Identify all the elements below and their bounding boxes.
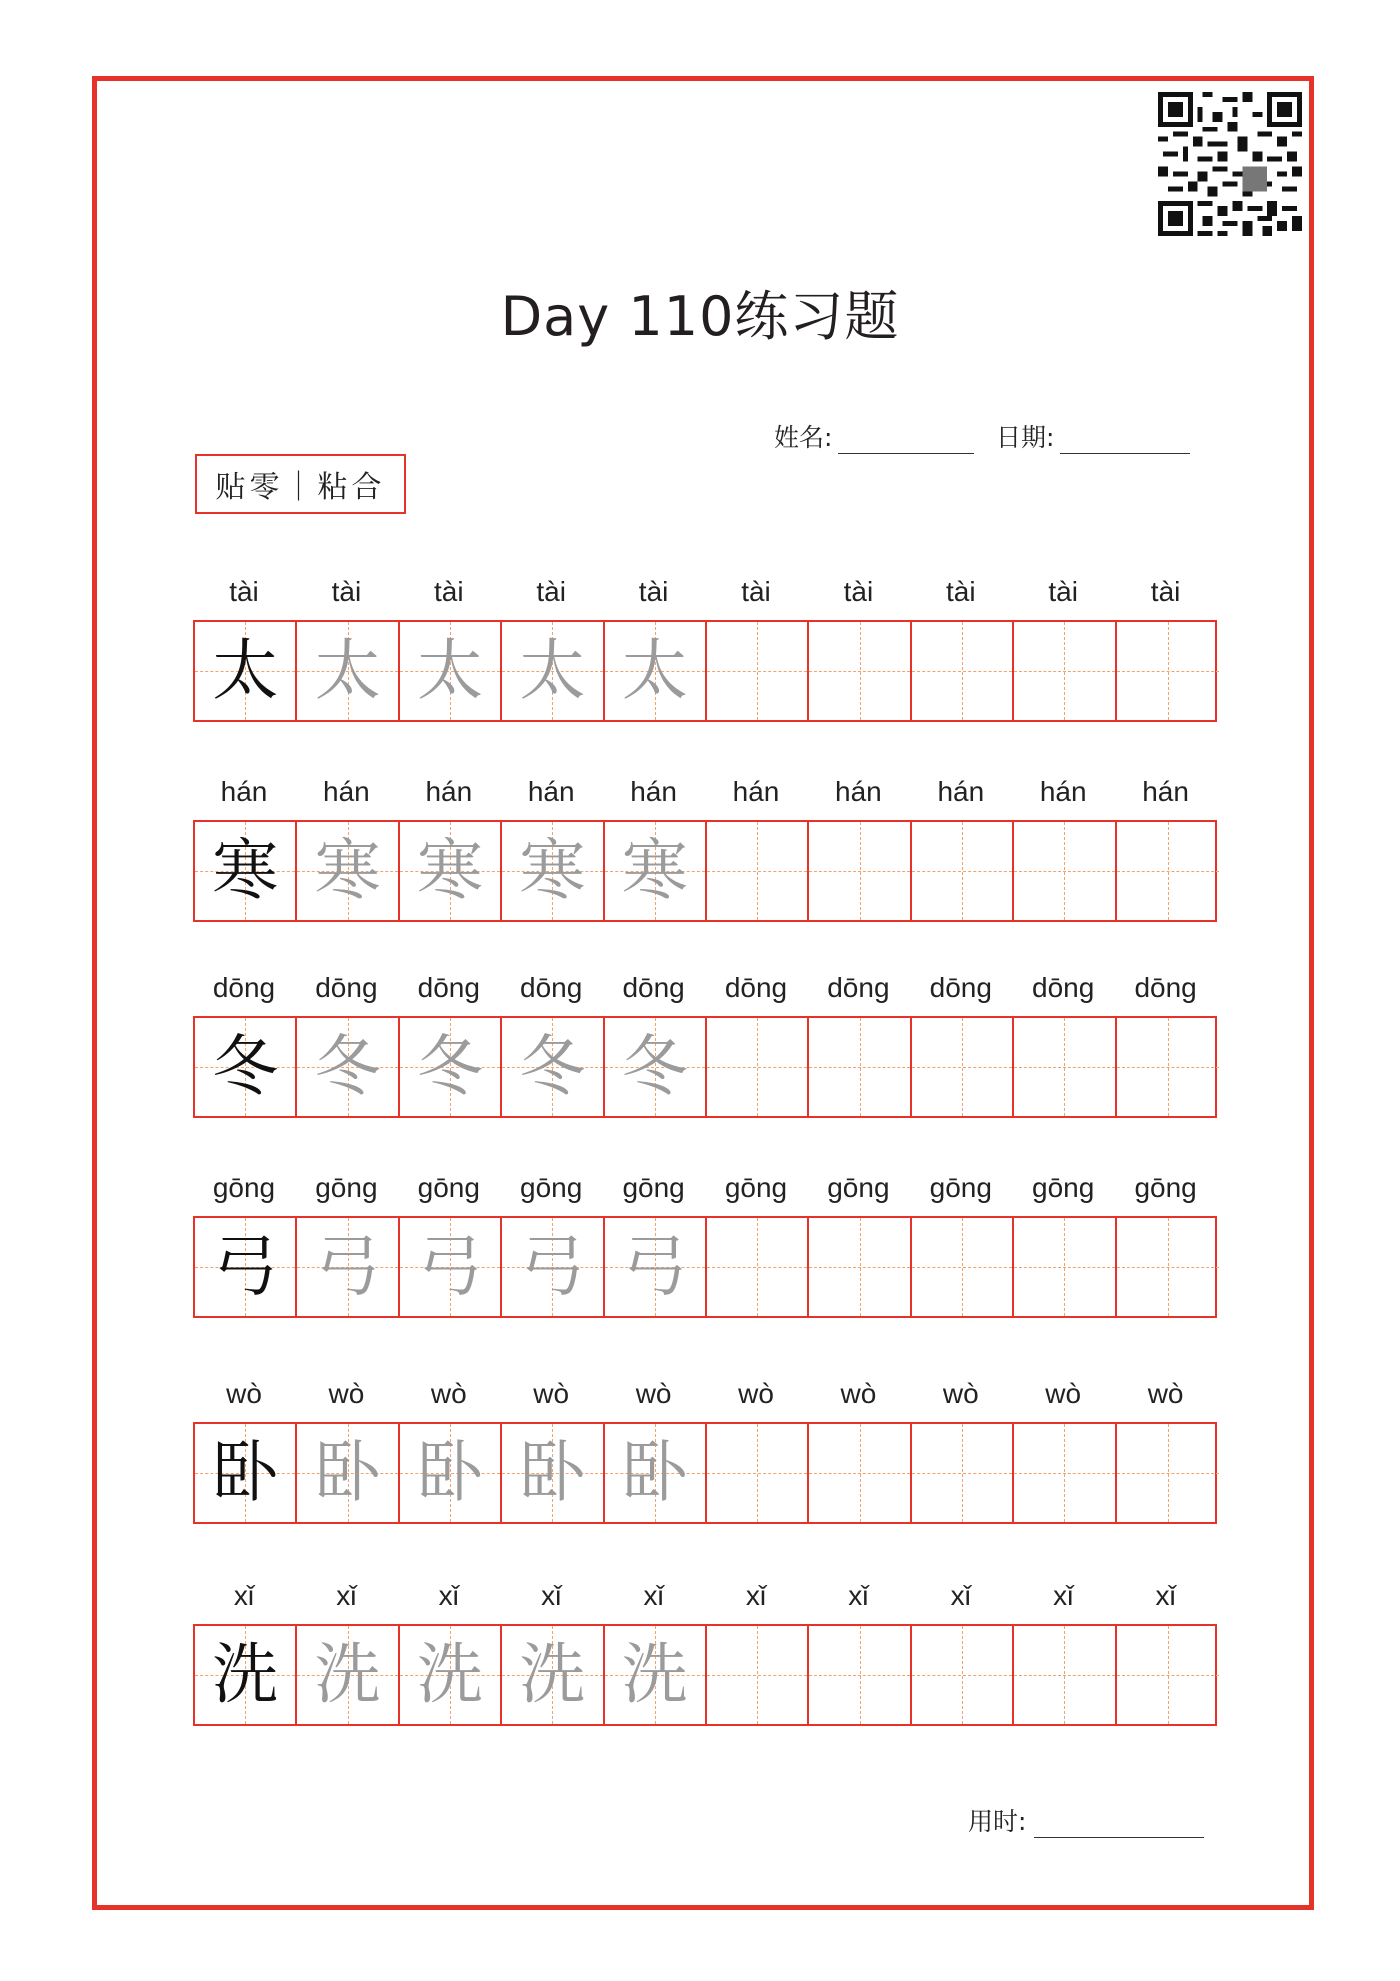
pinyin-label: dōng	[827, 972, 890, 1003]
pinyin-label: gōng	[417, 1172, 480, 1203]
grid-cell[interactable]	[605, 1424, 707, 1522]
grid-cell[interactable]	[912, 1424, 1014, 1522]
pinyin-label: wò	[738, 1378, 774, 1409]
grid-cell[interactable]	[502, 622, 604, 720]
pinyin-label: dōng	[1134, 972, 1197, 1003]
grid-cell[interactable]	[1014, 1424, 1116, 1522]
trace-character: 太	[621, 632, 688, 709]
pinyin-label: gōng	[724, 1172, 788, 1203]
pinyin-label: tài	[229, 576, 259, 607]
trace-character: 弓	[519, 1228, 586, 1305]
trace-character: 弓	[314, 1228, 381, 1305]
guide-line-vertical	[1064, 1018, 1065, 1116]
grid-cell[interactable]	[297, 1218, 399, 1316]
practice-row	[193, 576, 1217, 709]
grid-cell[interactable]	[912, 1626, 1014, 1724]
trace-character: 卧	[519, 1434, 586, 1511]
name-blank-line	[838, 426, 974, 454]
grid-cell[interactable]	[297, 822, 399, 920]
grid-cell[interactable]	[809, 1018, 911, 1116]
tian-grid	[193, 820, 1217, 922]
pinyin-label: tài	[638, 576, 669, 607]
grid-cell[interactable]	[605, 1018, 707, 1116]
pinyin-label: xǐ	[336, 1580, 357, 1611]
grid-cell[interactable]	[400, 1424, 502, 1522]
pinyin-label: gōng	[520, 1172, 583, 1203]
guide-line-vertical	[757, 1018, 758, 1116]
worksheet-title: Day 110练习题	[500, 285, 900, 348]
grid-cell[interactable]	[297, 1626, 399, 1724]
guide-line-vertical	[1064, 1626, 1065, 1724]
grid-cell[interactable]	[1014, 1018, 1116, 1116]
trace-character: 卧	[314, 1434, 381, 1511]
guide-line-vertical	[1064, 622, 1065, 720]
model-character: 洗	[212, 1636, 279, 1713]
grid-cell[interactable]	[400, 822, 502, 920]
grid-cell[interactable]	[912, 1218, 1014, 1316]
grid-cell[interactable]	[707, 822, 809, 920]
trace-character: 寒	[519, 832, 586, 909]
trace-character: 寒	[314, 832, 381, 909]
grid-cell[interactable]	[1014, 622, 1116, 720]
guide-line-vertical	[1064, 1218, 1065, 1316]
grid-cell[interactable]	[400, 1218, 502, 1316]
pinyin-label: xǐ	[541, 1580, 562, 1611]
tian-grid	[193, 1216, 1217, 1318]
guide-line-vertical	[962, 622, 963, 720]
pinyin-label: hán	[732, 776, 780, 807]
pinyin-label: dōng	[1032, 972, 1095, 1003]
grid-cell[interactable]	[1117, 1018, 1219, 1116]
pinyin-label: xǐ	[848, 1580, 869, 1611]
guide-line-vertical	[757, 1424, 758, 1522]
pinyin-label: dōng	[724, 972, 788, 1003]
grid-cell[interactable]	[502, 1626, 604, 1724]
qr-code-icon	[1158, 92, 1302, 236]
date-label: 日期:	[996, 423, 1055, 452]
pinyin-label: xǐ	[438, 1580, 459, 1611]
grid-cell[interactable]	[809, 822, 911, 920]
pinyin-row	[193, 576, 1217, 616]
tian-grid	[193, 1016, 1217, 1118]
pinyin-row	[193, 972, 1217, 1012]
guide-line-vertical	[1168, 1018, 1169, 1116]
grid-cell[interactable]	[912, 822, 1014, 920]
practice-row	[193, 1378, 1217, 1511]
guide-line-vertical	[757, 822, 758, 920]
pinyin-label: dōng	[417, 972, 480, 1003]
trace-character: 洗	[416, 1636, 483, 1713]
guide-line-vertical	[962, 1018, 963, 1116]
practice-row	[193, 776, 1217, 909]
guide-line-vertical	[1064, 1424, 1065, 1522]
grid-cell[interactable]	[912, 1018, 1014, 1116]
trace-character: 太	[416, 632, 483, 709]
pinyin-label: tài	[1150, 576, 1181, 607]
trace-character: 洗	[314, 1636, 381, 1713]
trace-character: 卧	[416, 1434, 483, 1511]
model-character: 卧	[212, 1434, 279, 1511]
pinyin-label: wò	[942, 1378, 979, 1409]
pinyin-label: wò	[840, 1378, 877, 1409]
trace-character: 太	[314, 632, 381, 709]
pinyin-label: wò	[635, 1378, 672, 1409]
guide-line-vertical	[757, 622, 758, 720]
pinyin-label: hán	[1142, 776, 1189, 807]
grid-cell[interactable]	[195, 622, 297, 720]
practice-row	[193, 1580, 1217, 1713]
pinyin-label: wò	[430, 1378, 467, 1409]
grid-cell[interactable]	[1014, 1218, 1116, 1316]
pinyin-label: dōng	[622, 972, 685, 1003]
grid-cell[interactable]	[1014, 822, 1116, 920]
timer-label: 用时:	[968, 1807, 1027, 1836]
grid-cell[interactable]	[1117, 822, 1219, 920]
grid-cell[interactable]	[1117, 1424, 1219, 1522]
grid-cell[interactable]	[502, 1218, 604, 1316]
grid-cell[interactable]	[297, 622, 399, 720]
pinyin-label: tài	[331, 576, 362, 607]
timer-blank-line	[1034, 1810, 1204, 1838]
grid-cell[interactable]	[809, 1626, 911, 1724]
guide-line-vertical	[1168, 622, 1169, 720]
grid-cell[interactable]	[1014, 1626, 1116, 1724]
guide-line-vertical	[1064, 822, 1065, 920]
trace-character: 洗	[519, 1636, 586, 1713]
pinyin-label: gōng	[1032, 1172, 1095, 1203]
pinyin-label: xǐ	[1053, 1580, 1074, 1611]
grid-cell[interactable]	[605, 1626, 707, 1724]
tian-grid	[193, 1624, 1217, 1726]
grid-cell[interactable]	[912, 622, 1014, 720]
trace-character: 冬	[519, 1028, 586, 1105]
guide-line-vertical	[962, 1424, 963, 1522]
trace-character: 弓	[416, 1228, 483, 1305]
guide-line-vertical	[860, 622, 861, 720]
grid-cell[interactable]	[809, 1424, 911, 1522]
trace-character: 寒	[416, 832, 483, 909]
guide-line-vertical	[860, 1018, 861, 1116]
pinyin-label: hán	[937, 776, 985, 807]
grid-cell[interactable]	[809, 622, 911, 720]
model-character: 冬	[212, 1028, 279, 1105]
pinyin-row	[193, 1580, 1217, 1620]
trace-character: 洗	[621, 1636, 688, 1713]
tian-grid	[193, 620, 1217, 722]
grid-cell[interactable]	[707, 1018, 809, 1116]
pinyin-label: wò	[1147, 1378, 1184, 1409]
practice-row	[193, 972, 1217, 1105]
grid-cell[interactable]	[297, 1424, 399, 1522]
grid-cell[interactable]	[1117, 1218, 1219, 1316]
trace-character: 卧	[621, 1434, 688, 1511]
grid-cell[interactable]	[502, 1018, 604, 1116]
grid-cell[interactable]	[195, 1218, 297, 1316]
pinyin-label: hán	[220, 776, 268, 807]
guide-line-vertical	[1168, 822, 1169, 920]
grid-cell[interactable]	[400, 622, 502, 720]
guide-line-vertical	[860, 822, 861, 920]
grid-cell[interactable]	[502, 822, 604, 920]
date-blank-line	[1060, 426, 1190, 454]
pinyin-label: wò	[533, 1378, 570, 1409]
pinyin-label: hán	[425, 776, 473, 807]
pinyin-label: wò	[328, 1378, 365, 1409]
practice-row	[193, 1172, 1217, 1305]
pinyin-label: dōng	[929, 972, 992, 1003]
guide-line-vertical	[1168, 1424, 1169, 1522]
pinyin-label: gōng	[1134, 1172, 1197, 1203]
pinyin-label: xǐ	[233, 1580, 255, 1611]
pinyin-label: gōng	[827, 1172, 890, 1203]
grid-cell[interactable]	[605, 622, 707, 720]
pinyin-row	[193, 1378, 1217, 1418]
grid-cell[interactable]	[605, 822, 707, 920]
trace-character: 寒	[621, 832, 688, 909]
pinyin-label: dōng	[212, 972, 276, 1003]
guide-line-vertical	[860, 1424, 861, 1522]
lesson-tag: 贴零｜粘合	[195, 454, 406, 514]
grid-cell[interactable]	[400, 1018, 502, 1116]
pinyin-row	[193, 776, 1217, 816]
trace-character: 冬	[314, 1028, 381, 1105]
model-character: 太	[212, 632, 279, 709]
pinyin-label: tài	[434, 576, 464, 607]
pinyin-label: tài	[843, 576, 874, 607]
pinyin-label: gōng	[929, 1172, 992, 1203]
grid-cell[interactable]	[297, 1018, 399, 1116]
pinyin-label: tài	[536, 576, 566, 607]
pinyin-label: xǐ	[643, 1580, 664, 1611]
pinyin-label: tài	[946, 576, 976, 607]
trace-character: 冬	[416, 1028, 483, 1105]
model-character: 弓	[212, 1228, 279, 1305]
pinyin-label: xǐ	[1155, 1580, 1176, 1611]
pinyin-label: gōng	[212, 1172, 276, 1203]
pinyin-label: hán	[630, 776, 677, 807]
grid-cell[interactable]	[502, 1424, 604, 1522]
pinyin-label: hán	[323, 776, 370, 807]
guide-line-vertical	[860, 1218, 861, 1316]
grid-cell[interactable]	[195, 822, 297, 920]
pinyin-label: gōng	[622, 1172, 685, 1203]
trace-character: 弓	[621, 1228, 688, 1305]
grid-cell[interactable]	[707, 622, 809, 720]
grid-cell[interactable]	[1117, 1626, 1219, 1724]
guide-line-vertical	[1168, 1218, 1169, 1316]
trace-character: 冬	[621, 1028, 688, 1105]
guide-line-vertical	[962, 1626, 963, 1724]
pinyin-label: wò	[1045, 1378, 1082, 1409]
pinyin-label: dōng	[520, 972, 583, 1003]
pinyin-label: gōng	[315, 1172, 378, 1203]
guide-line-vertical	[962, 822, 963, 920]
pinyin-label: hán	[527, 776, 575, 807]
pinyin-label: xǐ	[745, 1580, 767, 1611]
grid-cell[interactable]	[195, 1424, 297, 1522]
timer-field	[968, 1802, 1204, 1838]
grid-cell[interactable]	[400, 1626, 502, 1724]
grid-cell[interactable]	[707, 1218, 809, 1316]
model-character: 寒	[212, 832, 279, 909]
name-field	[774, 418, 974, 454]
grid-cell[interactable]	[809, 1218, 911, 1316]
guide-line-vertical	[860, 1626, 861, 1724]
pinyin-label: dōng	[315, 972, 378, 1003]
grid-cell[interactable]	[707, 1626, 809, 1724]
trace-character: 太	[519, 632, 586, 709]
pinyin-label: wò	[226, 1378, 262, 1409]
grid-cell[interactable]	[707, 1424, 809, 1522]
grid-cell[interactable]	[195, 1018, 297, 1116]
grid-cell[interactable]	[195, 1626, 297, 1724]
pinyin-label: hán	[1039, 776, 1087, 807]
pinyin-label: tài	[741, 576, 771, 607]
guide-line-vertical	[757, 1218, 758, 1316]
tian-grid	[193, 1422, 1217, 1524]
grid-cell[interactable]	[605, 1218, 707, 1316]
pinyin-label: tài	[1048, 576, 1078, 607]
guide-line-vertical	[1168, 1626, 1169, 1724]
name-label: 姓名:	[774, 423, 833, 452]
date-field	[996, 418, 1190, 454]
grid-cell[interactable]	[1117, 622, 1219, 720]
pinyin-row	[193, 1172, 1217, 1212]
pinyin-label: xǐ	[950, 1580, 971, 1611]
guide-line-vertical	[962, 1218, 963, 1316]
pinyin-label: hán	[835, 776, 882, 807]
guide-line-vertical	[757, 1626, 758, 1724]
